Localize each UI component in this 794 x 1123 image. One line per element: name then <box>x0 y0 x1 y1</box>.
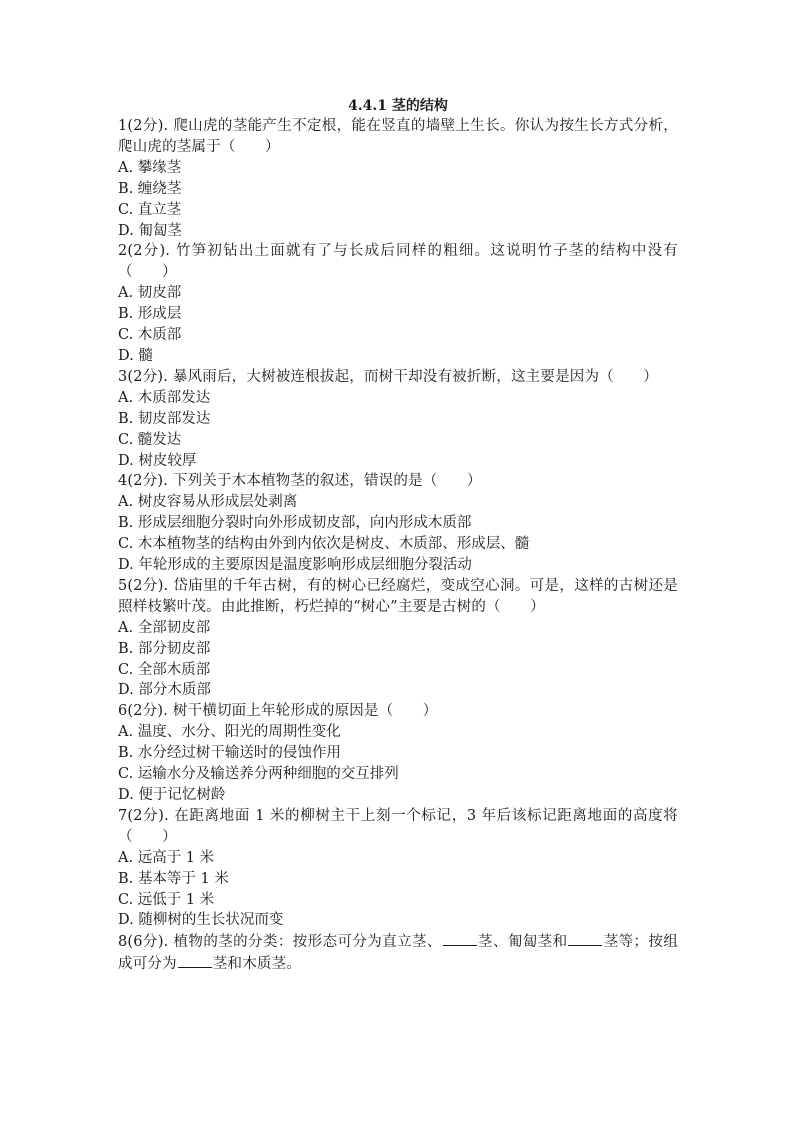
question-8-text-2: 茎、匍匐茎和 <box>477 934 568 951</box>
fill-blank-1[interactable] <box>443 931 477 946</box>
question-5-option-d: D. 部分木质部 <box>118 682 211 699</box>
question-7-option-a: A. 远高于 1 米 <box>118 849 215 866</box>
question-6-option-a: A. 温度、水分、阳光的周期性变化 <box>118 724 341 741</box>
question-3-option-a: A. 木质部发达 <box>118 389 211 406</box>
question-7-option-d: D. 随柳树的生长状况而变 <box>118 912 284 929</box>
question-8-stem <box>118 931 678 975</box>
question-8-text-4: 茎和木质茎。 <box>212 956 302 973</box>
question-5-stem: 5(2分). 岱庙里的千年古树，有的树心已经腐烂，变成空心洞。可是，这样的古树还是照样枝繁叶茂。由此推断，朽烂掉的“树心”主要是古树的（ ） <box>118 577 678 615</box>
question-6-stem: 6(2分). 树干横切面上年轮形成的原因是（ ） <box>118 703 438 720</box>
question-4-option-a: A. 树皮容易从形成层处剥离 <box>118 494 298 511</box>
fill-blank-3[interactable] <box>178 953 212 968</box>
question-3-option-b: B. 韧皮部发达 <box>118 410 211 427</box>
question-2-option-c: C. 木质部 <box>118 327 182 344</box>
question-2 <box>118 241 678 366</box>
question-2-stem: 2(2分). 竹笋初钻出土面就有了与长成后同样的粗细。这说明竹子茎的结构中没有（ ） <box>118 243 678 281</box>
document-page <box>118 96 678 975</box>
question-1-stem: 1(2分). 爬山虎的茎能产生不定根，能在竖直的墙壁上生长。你认为按生长方式分析，爬山虎的茎属于（ ） <box>118 118 678 155</box>
question-5-option-c: C. 全部木质部 <box>118 661 211 678</box>
question-1 <box>118 116 678 241</box>
question-6 <box>118 701 678 806</box>
question-4-option-c: C. 木本植物茎的结构由外到内依次是树皮、木质部、形成层、髓 <box>118 536 530 553</box>
question-7-stem: 7(2分). 在距离地面 1 米的柳树主干上刻一个标记，3 年后该标记距离地面的高度将（ ） <box>118 807 678 845</box>
question-4-option-d: D. 年轮形成的主要原因是温度影响形成层细胞分裂活动 <box>118 557 472 574</box>
question-6-option-d: D. 便于记忆树龄 <box>118 787 226 803</box>
question-3-option-c: C. 髓发达 <box>118 431 182 448</box>
question-5-option-b: B. 部分韧皮部 <box>118 640 211 657</box>
question-4-stem: 4(2分). 下列关于木本植物茎的叙述，错误的是（ ） <box>118 473 482 490</box>
document-title: 4.4.1 茎的结构 <box>348 98 448 114</box>
question-6-option-b: B. 水分经过树干输送时的侵蚀作用 <box>118 745 341 762</box>
question-2-option-d: D. 髓 <box>118 347 153 364</box>
question-5 <box>118 576 678 701</box>
question-4 <box>118 471 678 576</box>
question-8 <box>118 931 678 975</box>
question-3-stem: 3(2分). 暴风雨后，大树被连根拔起，而树干却没有被折断，这主要是因为（ ） <box>118 368 658 385</box>
question-3 <box>118 367 678 472</box>
question-1-option-d: D. 匍匐茎 <box>118 222 182 239</box>
question-6-option-c: C. 运输水分及输送养分两种细胞的交互排列 <box>118 766 399 783</box>
question-8-text-3: 茎等；按组成可分为 <box>118 934 679 973</box>
question-7 <box>118 806 678 931</box>
question-2-option-b: B. 形成层 <box>118 306 182 323</box>
question-8-text-1: 8(6分). 植物的茎的分类：按形态可分为直立茎、 <box>118 934 442 951</box>
fill-blank-2[interactable] <box>568 931 602 946</box>
question-2-option-a: A. 韧皮部 <box>118 285 182 302</box>
question-5-option-a: A. 全部韧皮部 <box>118 619 211 636</box>
question-7-option-b: B. 基本等于 1 米 <box>118 870 229 887</box>
question-7-option-c: C. 远低于 1 米 <box>118 891 215 908</box>
question-4-option-b: B. 形成层细胞分裂时向外形成韧皮部，向内形成木质部 <box>118 515 472 532</box>
question-1-option-c: C. 直立茎 <box>118 201 182 218</box>
question-1-option-a: A. 攀缘茎 <box>118 159 182 176</box>
question-3-option-d: D. 树皮较厚 <box>118 452 197 469</box>
question-1-option-b: B. 缠绕茎 <box>118 180 182 197</box>
